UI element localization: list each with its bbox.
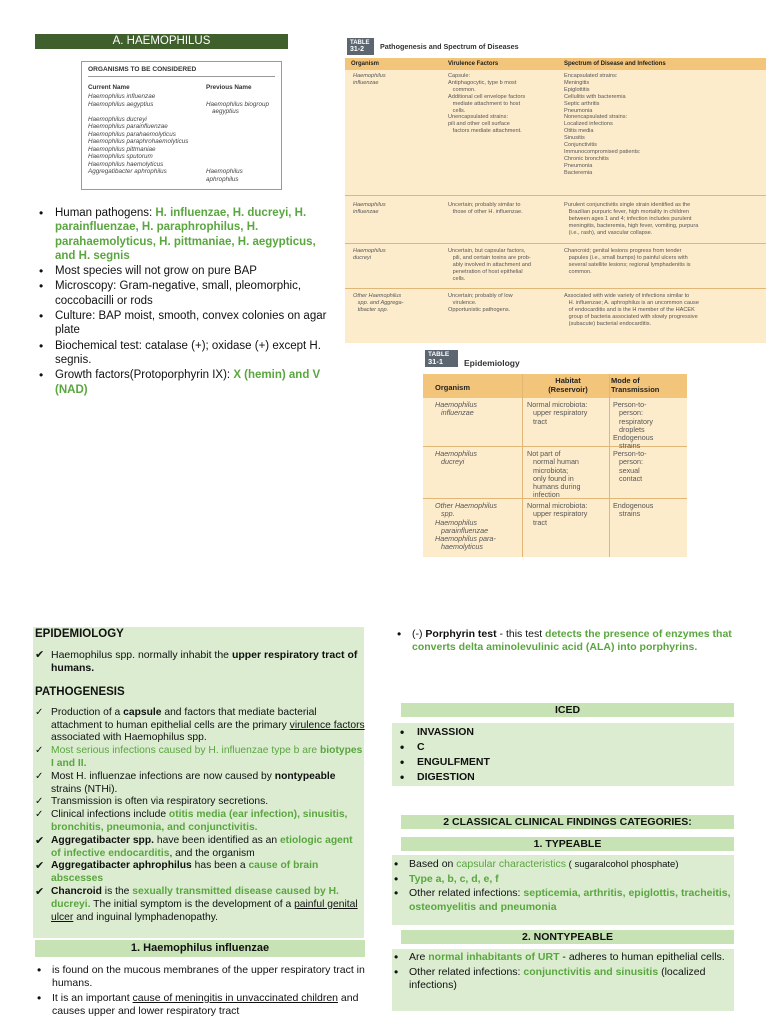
list-item: • ENGULFMENT <box>392 755 732 770</box>
item-bold: biotypes I and II. <box>51 745 363 769</box>
list-item: • INVASSION <box>392 725 732 740</box>
bullet-text: Most species will not grow on pure BAP <box>55 265 257 278</box>
item-underline: painful genital ulcer <box>51 898 358 923</box>
table-row <box>88 101 275 109</box>
col-organism: Organism <box>435 383 471 392</box>
previous-name <box>206 153 275 161</box>
table-cell-org: Haemophilus influenzae <box>435 400 477 418</box>
table-cell-org: Haemophilus ducreyi <box>353 248 386 261</box>
item-bold: upper respiratory tract of humans. <box>51 649 358 675</box>
table-badge <box>347 38 374 55</box>
item-text: and factors that mediate bacterial attachment to human epithelial cells are the primary <box>51 706 317 731</box>
table-cell-spec: Purulent conjunctivitis single strain identified as the Brazilian purpuric fever, high mortality in children between ages 1 and 4; infection includes purulent meningitis, bacteremia, high fever, vomiting, purpura (i.e., rash), and vascular collapse. <box>564 202 699 236</box>
bullet-text: Microscopy: Gram-negative, small, pleomorphic, coccobacilli or rods <box>55 280 302 307</box>
table-cell-org: Other Haemophilus spp. Haemophilus parainfluenzae Haemophilus para- haemolyticus <box>435 501 497 552</box>
table-header <box>345 58 766 70</box>
list-item: • C <box>392 740 732 755</box>
list-item <box>392 951 734 965</box>
bullet-text: Growth factors(Protoporphyrin IX): <box>55 369 234 382</box>
item-bold: Aggregatibacter aphrophilus <box>51 860 192 872</box>
table-cell-spec: Chancroid; genital lesions progress from tender papules (i.e., small bumps) to painful ulcers with several satellite lesions; regional lymphadenitis is common. <box>564 248 691 275</box>
iced-band: ICED <box>401 703 734 717</box>
table-cell-hab: Normal microbiota: upper respiratory tract <box>527 501 588 527</box>
item-highlight: otitis media (ear infection), sinusitis, bronchitis, pneumonia, and conjunctivitis. <box>51 809 348 833</box>
item-bold: nontypeable <box>274 770 336 782</box>
item-highlight: septicemia, arthritis, epiglottis, tracheitis, osteomyelitis and pneumonia <box>409 887 731 913</box>
list-item <box>38 339 336 368</box>
item-highlight: Type a, b, c, d, e, f <box>409 872 499 885</box>
col-habitat: Habitat (Reservoir) <box>548 376 588 394</box>
h-influenzae-list <box>35 964 365 1019</box>
item-highlight: normal inhabitants of URT <box>428 951 560 963</box>
item-text: Clinical infections include <box>51 809 169 821</box>
current-name: Haemophilus ducreyi <box>88 115 147 123</box>
list-item <box>392 858 734 872</box>
item-text: It is an important <box>52 991 133 1004</box>
item-highlight: sexually transmitted disease caused by H. ducreyi. <box>51 885 339 910</box>
current-name: Haemophilus parahaemolyticus <box>88 130 176 138</box>
current-name <box>88 108 206 116</box>
table-cell-hab: Not part of normal human microbiota; only found in humans during infection <box>527 449 581 500</box>
table-cell-org: Haemophilus influenzae <box>353 202 386 215</box>
badge-number: 31-2 <box>350 45 365 53</box>
badge-label: TABLE <box>428 351 450 358</box>
item-text: is found on the mucous membranes of the upper respiratory tract in humans. <box>52 964 365 990</box>
item-text: Production of a <box>51 706 124 718</box>
item-bold: Aggregatibacter spp. <box>51 834 154 846</box>
list-item <box>38 264 336 278</box>
item-underline: virulence factors <box>289 719 365 731</box>
epidemiology-heading: EPIDEMIOLOGY <box>35 628 124 640</box>
item-text: Haemophilus spp. normally inhabit the <box>51 649 232 662</box>
table-row <box>88 108 275 116</box>
item-text: associated with Haemophilus spp. <box>51 732 207 744</box>
current-name: Haemophilus sputorum <box>88 153 153 160</box>
bullet-text: Human pathogens: <box>55 207 156 219</box>
list-item <box>38 279 336 308</box>
overview-bullets <box>38 206 336 398</box>
current-name: Haemophilus pittmaniae <box>88 145 156 153</box>
table-row <box>88 153 275 161</box>
table-cell-org: Haemophilus ducreyi <box>435 449 477 467</box>
item-bold: Porphyrin test <box>425 628 497 640</box>
list-item <box>35 964 365 991</box>
h-influenzae-band: 1. Haemophilus influenzae <box>35 940 365 957</box>
list-item <box>35 796 365 809</box>
item-bold: Chancroid <box>51 885 102 897</box>
current-name: Haemophilus aegyptius <box>88 100 154 108</box>
list-item <box>392 873 734 887</box>
list-item <box>38 368 336 397</box>
item-text: and inguinal lymphadenopathy. <box>73 911 218 923</box>
previous-name <box>206 93 275 101</box>
col-organism: Organism <box>351 61 380 67</box>
row-divider <box>345 195 766 196</box>
item-text: ( sugaralcohol phosphate) <box>566 859 679 870</box>
item-bold: capsule <box>123 706 162 718</box>
item-highlight: capsular characteristics <box>456 858 567 870</box>
col-current-name: Current Name <box>88 84 130 91</box>
list-item <box>392 966 734 993</box>
list-item <box>395 628 745 655</box>
section-header: A. HAEMOPHILUS <box>35 34 288 49</box>
previous-name <box>206 138 275 146</box>
item-text: Other related infections: <box>409 965 524 978</box>
table-cell-org: Haemophilus influenzae <box>353 73 386 86</box>
row-divider <box>345 243 766 244</box>
table-cell-spec: Associated with wide variety of infections similar to H. influenzae; A. aphrophilus is an uncommon cause of endocarditis and is the H member of the HACEK group of bacteria associated with slowly progressive (subacute) bacterial endocarditis. <box>564 293 699 327</box>
table-31-2 <box>345 38 766 343</box>
col-previous-name: Previous Name <box>206 84 252 91</box>
bullet-highlight: H. influenzae, H. ducreyi, H. parainfluenzae, H. paraphrophilus, H. parahaemolyticus, H. pittmaniae, H. aegypticus, and H. segnis <box>55 207 316 262</box>
previous-name <box>206 161 275 169</box>
previous-name <box>206 123 275 131</box>
current-name: Haemophilus haemolyticus <box>88 160 164 168</box>
bullet-highlight: X (hemin) and V (NAD) <box>55 369 321 396</box>
iced-list <box>392 725 732 785</box>
item-text: and causes upper and lower respiratory tract <box>52 991 359 1017</box>
col-spectrum: Spectrum of Disease and Infections <box>564 61 666 67</box>
list-item <box>35 992 365 1019</box>
classical-findings-band: 2 CLASSICAL CLINICAL FINDINGS CATEGORIES: <box>401 815 734 829</box>
column-divider <box>609 374 610 557</box>
table-header <box>423 374 687 398</box>
current-name: Haemophilus paraphrohaemolyticus <box>88 138 189 145</box>
current-name: Haemophilus parainfluenzae <box>88 123 168 130</box>
previous-name <box>206 146 275 154</box>
table-cell-mode: Endogenous strains <box>613 501 654 519</box>
bullet-text: Biochemical test: catalase (+); oxidase (+) except H. segnis. <box>55 339 321 366</box>
table-row <box>88 161 275 169</box>
table-title: Pathogenesis and Spectrum of Diseases <box>380 42 519 51</box>
list-item <box>35 771 365 797</box>
table-row <box>88 131 275 139</box>
table-cell-hab: Normal microbiota: upper respiratory tract <box>527 400 588 426</box>
porphyrin-test <box>395 628 745 656</box>
typeable-band: 1. TYPEABLE <box>401 837 734 851</box>
list-item <box>35 707 365 745</box>
item-text: Other related infections: <box>409 887 524 899</box>
item-text: is the <box>101 885 133 897</box>
current-name: Aggregatibacter aphrophilus <box>88 168 167 175</box>
typeable-list <box>392 858 734 915</box>
nontypeable-list <box>392 951 734 994</box>
list-item <box>35 745 365 771</box>
previous-name <box>206 116 275 124</box>
item-text: Are <box>409 951 429 963</box>
item-text: - this test <box>496 628 546 640</box>
item-text: (-) <box>412 628 426 640</box>
table-cell-org: Other Haemophilus spp. and Aggrega- tibacter spp. <box>353 293 404 313</box>
list-item <box>392 887 734 914</box>
item-text: , and the organism <box>169 847 255 859</box>
table-row <box>88 168 275 183</box>
organisms-table-rows <box>88 93 275 183</box>
badge-label: TABLE <box>350 40 370 46</box>
previous-name: Haemophilus biogroup <box>206 100 270 108</box>
table-31-1 <box>423 350 687 557</box>
table-row <box>88 116 275 124</box>
item-text: The initial symptom is the development of a <box>90 898 295 910</box>
organisms-table <box>81 61 282 190</box>
item-text: has been a <box>191 860 249 872</box>
organisms-table-title: ORGANISMS TO BE CONSIDERED <box>88 66 275 77</box>
table-title: Epidemiology <box>464 358 520 368</box>
previous-name: aegyptius <box>212 108 239 115</box>
epidemiology-pathogenesis <box>35 628 365 924</box>
table-cell-mode: Person-to- person: sexual contact <box>613 449 647 483</box>
item-text: Based on <box>409 858 457 870</box>
item-text: Transmission is often via respiratory secretions. <box>51 796 269 808</box>
list-item <box>35 835 365 861</box>
table-cell-mode: Person-to- person: respiratory droplets Endogenous strains <box>613 400 654 451</box>
item-highlight: cause of brain abscesses <box>51 860 319 885</box>
list-item <box>35 809 365 835</box>
badge-number: 31-1 <box>428 356 444 366</box>
list-item: • DIGESTION <box>392 770 732 785</box>
pathogenesis-heading: PATHOGENESIS <box>35 685 125 698</box>
item-text: - adheres to human epithelial cells. <box>559 951 725 963</box>
organisms-table-header <box>88 84 275 91</box>
table-cell-vir: Capsule: Antiphagocytic, type b most common. Additional cell envelope factors mediate attachment to host cells. Unencapsulated strains: pili and other cell surface factors mediate attachment. <box>448 73 526 135</box>
item-underline: cause of meningitis in unvaccinated children <box>132 991 338 1004</box>
item-text: Most H. influenzae infections are now caused by <box>51 770 275 782</box>
nontypeable-band: 2. NONTYPEABLE <box>401 930 734 944</box>
list-item <box>35 860 365 886</box>
item-highlight: Most serious infections caused by H. influenzae type b are <box>51 745 321 757</box>
table-cell-vir: Uncertain; probably similar to those of other H. influenzae. <box>448 202 523 215</box>
table-row <box>88 123 275 131</box>
col-mode: Mode of Transmission <box>611 376 660 394</box>
item-highlight: etiologic agent of infective endocarditis <box>51 834 353 859</box>
item-highlight: detects the presence of enzymes that converts delta aminolevulinic acid (ALA) into porphyrins. <box>412 628 732 654</box>
table-row <box>88 138 275 146</box>
previous-name: Haemophilus aphrophilus <box>206 168 243 183</box>
table-row <box>88 93 275 101</box>
item-text: have been identified as an <box>154 834 280 846</box>
previous-name <box>206 131 275 139</box>
table-row <box>88 146 275 154</box>
table-cell-vir: Uncertain, but capsular factors, pili, and certain toxins are prob- ably involved in attachment and penetration of host epithelial cells. <box>448 248 532 282</box>
list-item <box>35 886 365 924</box>
item-text: strains (NTHi). <box>51 783 118 795</box>
current-name: Haemophilus influenzae <box>88 93 156 100</box>
bullet-text: Culture: BAP moist, smooth, convex colonies on agar plate <box>55 310 327 337</box>
table-cell-spec: Encapsulated strains: Meningitis Epiglottitis Cellulitis with bacteremia Septic arthritis Pneumonia Nonencapsulated strains: Localized infections Otitis media Sinusitis Conjunctivitis Immunocompromised patients: Chronic bronchitis Pneumonia Bacteremia <box>564 73 641 176</box>
column-divider <box>522 374 523 557</box>
item-text: (localized infections) <box>409 965 706 991</box>
list-item <box>38 206 336 263</box>
table-badge <box>425 350 458 367</box>
col-virulence: Virulence Factors <box>448 61 499 67</box>
row-divider <box>345 288 766 289</box>
list-item <box>38 309 336 338</box>
item-highlight: conjunctivitis and sinusitis <box>523 965 659 978</box>
list-item <box>35 649 365 675</box>
table-cell-vir: Uncertain; probably of low virulence. Opportunistic pathogens. <box>448 293 513 313</box>
